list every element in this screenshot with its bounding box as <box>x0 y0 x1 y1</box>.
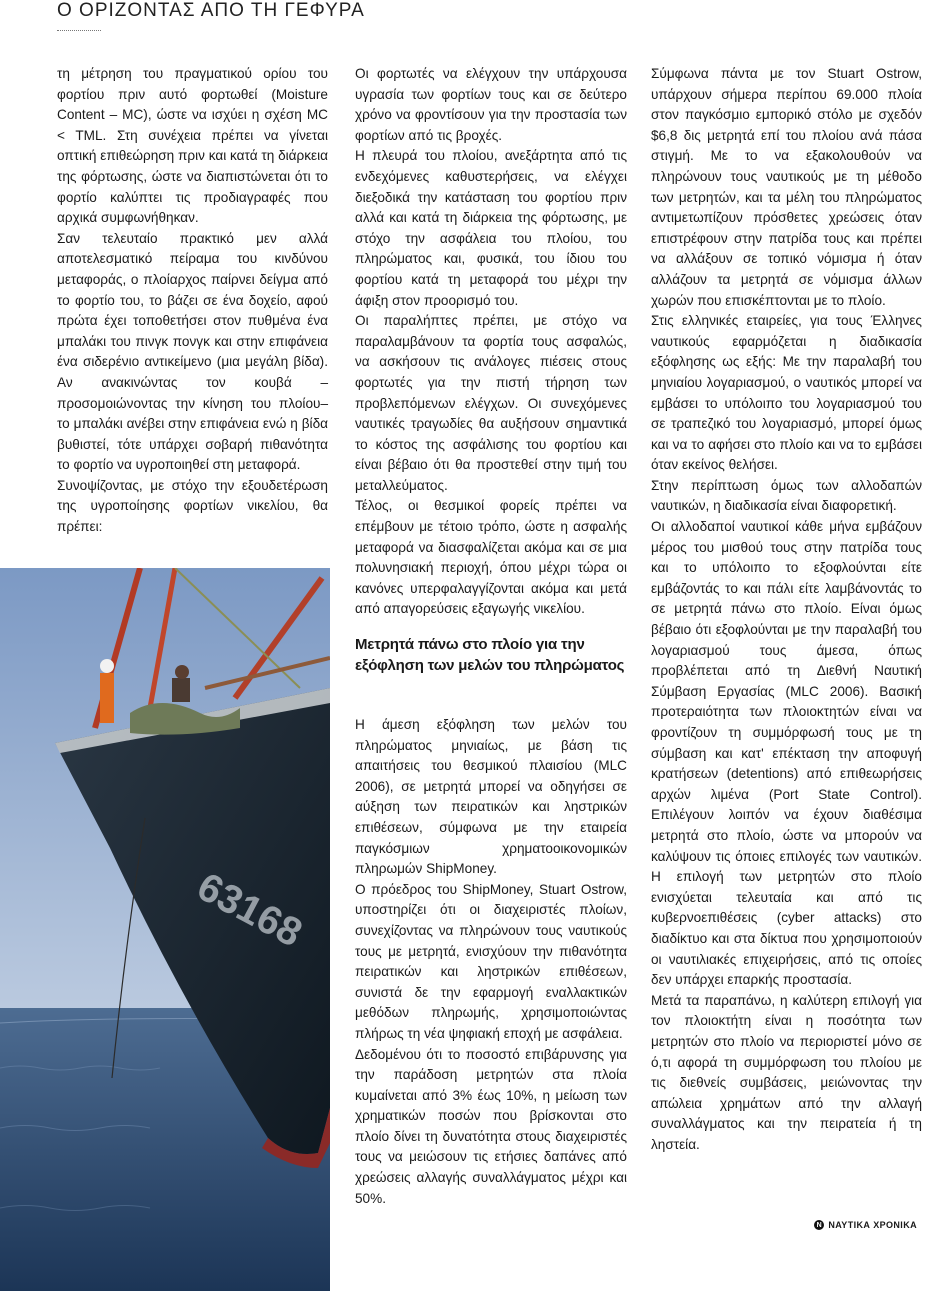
header-rule <box>57 30 101 31</box>
paragraph: Οι παραλήπτες πρέπει, με στόχο να παραλαμβάνουν τα φορτία τους ασφαλώς, να ασκήσουν τις ανάλογες πιέσεις στους φορτωτές για την πιστή τήρηση των προβλεπόμενων ελέγχων. Οι συνεχόμενες ναυτικές τραγωδίες θα αυξήσουν σημαντικά το κόστος της ασφάλισης του φορτίου και είναι βέβαιο ότι θα προστεθεί στην τιμή του μεταλλεύματος. <box>355 313 627 493</box>
subheading: Μετρητά πάνω στο πλοίο για την εξόφληση των μελών του πληρώματος <box>355 636 625 674</box>
paragraph: Οι φορτωτές να ελέγχουν την υπάρχουσα υγρασία των φορτίων τους και σε δεύτερο χρόνο να φροντίσουν για την προστασία των φορτίων από τις βροχές. <box>355 66 627 143</box>
paragraph: Στις ελληνικές εταιρείες, για τους Έλληνες ναυτικούς εφαρμόζεται η διαδικασία εξόφλησης ως εξής: Με την παραλαβή του μηνιαίου λογαριασμού, ο ναυτικός μπορεί να εμβάσει το υπόλοιπο του λογαριασμού του σε τραπεζικό του λογαριασμό, μπορεί όμως και να το αφήσει στο πλοίο και να το εμβάσει όταν εκείνος θελήσει. <box>651 313 922 473</box>
subheading-block <box>355 634 627 676</box>
paragraph: Στην περίπτωση όμως των αλλοδαπών ναυτικών, η διαδικασία είναι διαφορετική. <box>651 477 922 514</box>
paragraph: Τέλος, οι θεσμικοί φορείς πρέπει να επέμβουν με τέτοιο τρόπο, ώστε η ασφαλής μεταφορά να διασφαλίζεται ακόμα και σε μια πολυνησιακή περιοχή, όπου μέχρι τώρα οι κανόνες υπερφαλαγγίζονται ακόμα και μετά από απαγορεύσεις εξαγωγής νικελίου. <box>355 498 627 617</box>
ship-bow-photo <box>0 568 330 1291</box>
paragraph: Μετά τα παραπάνω, η καλύτερη επιλογή για τον πλοιοκτήτη είναι η ποσότητα των μετρητών στο πλοίο να περιοριστεί μόνο σε ό,τι αφορά τη συμμόρφωση του πλοίου με τις διεθνείς συμβάσεις, μειώνοντας την απώλεια χρημάτων από την αλλαγή συναλλάγματος και την πειρατεία ή τη ληστεία. <box>651 992 922 1152</box>
column-2 <box>355 64 627 620</box>
column-2-continued <box>355 715 627 1209</box>
publication-logo-icon: N <box>814 1220 824 1230</box>
paragraph: Οι αλλοδαποί ναυτικοί κάθε μήνα εμβάζουν μέρος του μισθού τους στην πατρίδα τους και το υπόλοιπο το εξοφλούνται είτε εμβάζοντάς το και πάλι είτε λαμβάνοντάς το σε μετρητά πάνω στο πλοίο. Είναι όμως βέβαιο ότι εξοφλούνται με την παραλαβή του λογαριασμού τους άμεσα, όπως προβλέπεται από τη Διεθνή Ναυτική Σύμβαση Εργασίας (MLC 2006). Βασική προτεραιότητα των πλοιοκτητών είναι να φροντίζουν τη συμμόρφωσή τους με τη σύμβαση και κατ' επέκταση την αποφυγή κρατήσεων (detentions) από επιθεωρήσεις αρχών λιμένα (Port State Control). Επιλέγουν λοιπόν να έχουν διαθέσιμα μετρητά στο πλοίο, ώστε να μπορούν να καλύψουν τις όποιες επιλογές των ναυτικών. Η επιλογή των μετρητών στο πλοίο ενισχύεται τελευταία και από τις κυβερνοεπιθέσεις (cyber attacks) στο διαδίκτυο και στα δίκτυα που χρησιμοποιούν οι ναυτιλιακές επιχειρήσεις, από τις οποίες δεν υπάρχει επαρκής προστασία. <box>651 519 922 988</box>
column-1 <box>57 64 328 538</box>
paragraph: Ο πρόεδρος του ShipMoney, Stuart Ostrow, υποστηρίζει ότι οι διαχειριστές πλοίων, συνεχίζοντας να πληρώνουν τους ναυτικούς τους με μετρητά, ενισχύουν την πιθανότητα πειρατικών και ληστρικών επιθέσεων, συνιστά δε την εφαρμογή εναλλακτικών μεθόδων πληρωμής, χρησιμοποιώντας πλήρως τη νέα ψηφιακή εποχή με ασφάλεια. <box>355 881 627 1041</box>
paragraph: Δεδομένου ότι το ποσοστό επιβάρυνσης για την παράδοση μετρητών στα πλοία κυμαίνεται από 3% έως 10%, η μείωση των χρηματικών ποσών που βρίσκονται στο πλοίο δίνει τη δυνατότητα στους διαχειριστές τους να μειώσουν τις ετήσιες δαπάνες από χρεώσεις αλλαγής συναλλάγματος μέχρι και 50%. <box>355 1046 627 1206</box>
hull-number: 63168 <box>190 864 310 956</box>
paragraph: Η πλευρά του πλοίου, ανεξάρτητα από τις ενδεχόμενες καθυστερήσεις, να ελέγχει διεξοδικά την κατάσταση του φορτίου πριν αλλά και κατά τη διάρκεια της φόρτωσης, με στόχο την ασφάλεια του πλοίου, του πληρώματος και, φυσικά, του ίδιου του φορτίου κατά τη μεταφορά του μέχρι την άφιξη στον προορισμό του. <box>355 148 627 308</box>
paragraph: Σαν τελευταίο πρακτικό μεν αλλά αποτελεσματικό πείραμα του κινδύνου μεταφοράς, ο πλοίαρχος παίρνει δείγμα από το φορτίο του, το βάζει σε ένα δοχείο, αφού πρώτα έχει τοποθετήσει στον πυθμένα ένα μπαλάκι του πινγκ πονγκ και στην επιφάνεια ένα σιδερένιο αντικείμενο (μια μεγάλη βίδα). Αν ανακινώντας τον κουβά –προσομοιώνοντας την κίνηση του πλοίου– το μπαλάκι ανέβει στην επιφάνεια ενώ η βίδα βυθιστεί, τότε υπάρχει σοβαρή πιθανότητα το φορτίο να υγροποιηθεί στη μεταφορά. <box>57 230 328 473</box>
column-3 <box>651 64 922 1155</box>
paragraph: Σύμφωνα πάντα με τον Stuart Ostrow, υπάρχουν σήμερα περίπου 69.000 πλοία στον παγκόσμιο εμπορικό στόλο με σχεδόν $6,8 δις μετρητά επί του πλοίου ανά πάσα στιγμή. Με το να εξακολουθούν να πληρώνουν τους ναυτικούς με τη μέθοδο των μετρητών, και τα μέλη του πληρώματος αντιμετωπίζουν πρόσθετες χρεώσεις όταν επιστρέφουν στην πατρίδα τους και πρέπει να αλλάξουν σε τοπικό νόμισμα ή όταν αλλάζουν τα μετρητά σε νόμισμα άλλων χωρών που επισκέπτονται με το πλοίο. <box>651 66 922 308</box>
paragraph: Η άμεση εξόφληση των μελών του πληρώματος μηνιαίως, με βάση τις απαιτήσεις του θεσμικού πλαισίου (MLC 2006), σε μετρητά μπορεί να οδηγήσει σε αύξηση των πειρατικών και ληστρικών επιθέσεων, σύμφωνα με την εταιρεία παγκόσμιων χρηματοοικονομικών πληρωμών ShipMoney. <box>355 717 627 877</box>
footer-publication <box>814 1220 917 1230</box>
paragraph: τη μέτρηση του πραγματικού ορίου του φορτίου πριν αυτό φορτωθεί (Moisture Content – MC), ώστε να ισχύει η σχέση MC < TML. Στη συνέχεια πρέπει να γίνεται οπτική επιθεώρηση πριν και κατά τη διάρκεια της φόρτωσης, ώστε να διαπιστώνεται ότι το φορτίο καλύπτει τις προδιαγραφές που αρχικά συμφωνήθηκαν. <box>57 66 328 226</box>
section-header: Ο ΟΡΙΖΟΝΤΑΣ ΑΠΟ ΤΗ ΓΕΦΥΡΑ <box>57 0 365 21</box>
publication-name: ΝΑΥΤΙΚΑ ΧΡΟΝΙΚΑ <box>828 1220 917 1230</box>
paragraph: Συνοψίζοντας, με στόχο την εξουδετέρωση της υγροποίησης φορτίων νικελίου, θα πρέπει: <box>57 477 328 535</box>
